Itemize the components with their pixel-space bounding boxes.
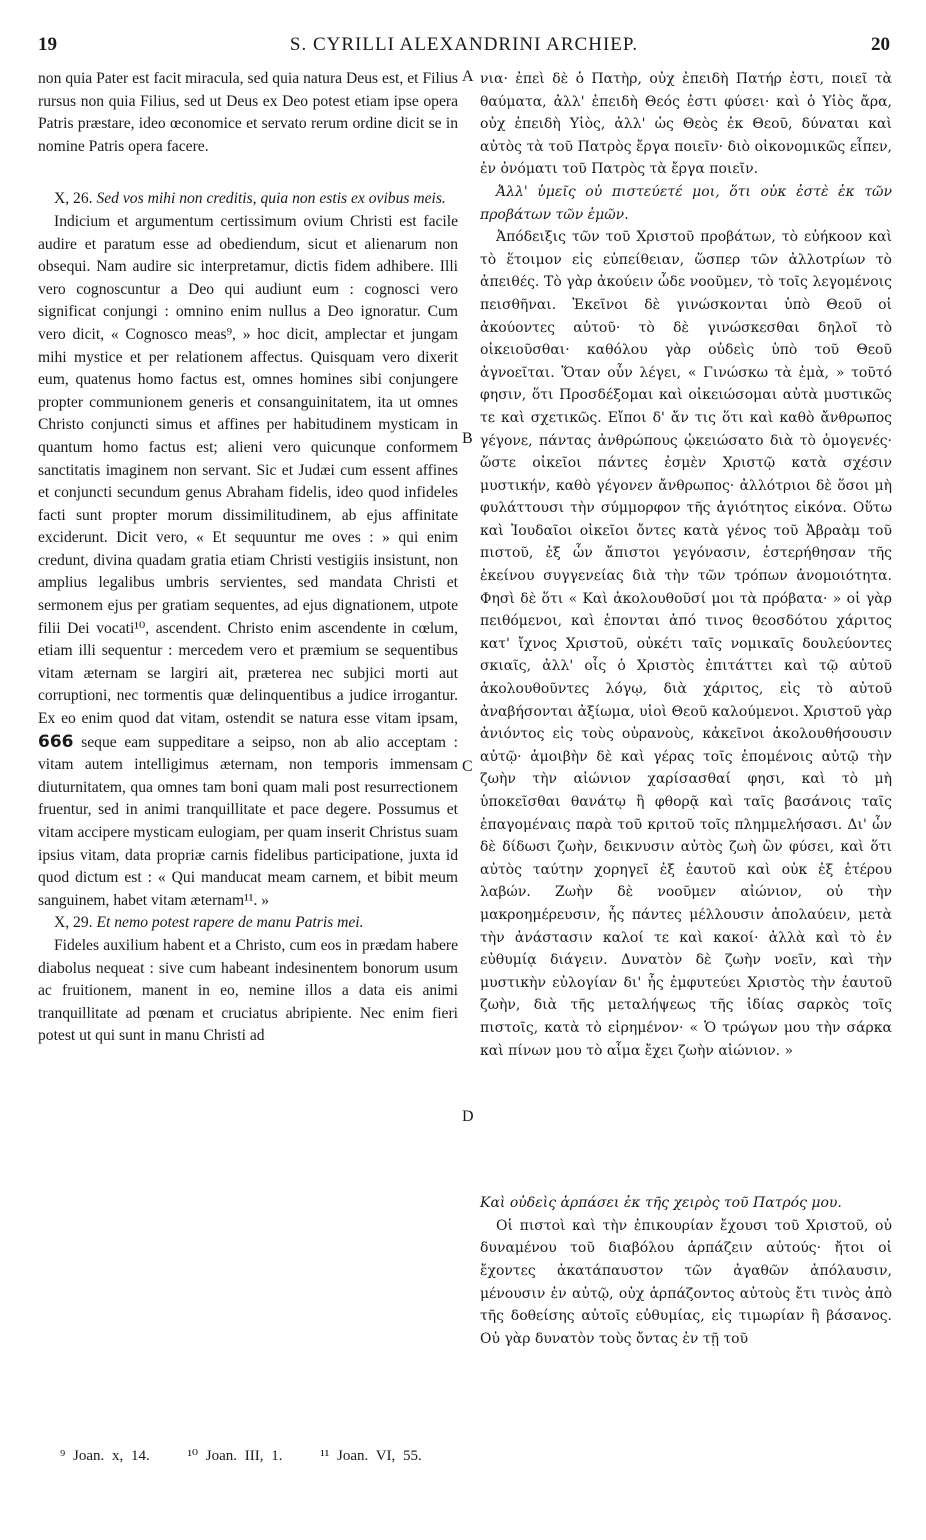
greek-paragraph: Ἀπόδειξις τῶν τοῦ Χριστοῦ προβάτων, τὸ εὐήκοον καὶ τὸ ἕτοιμον εἰς εὐπείθειαν, ὥσπερ τῶν ἀλλοτρίων τὸ ἀπειθές. Τὸ γὰρ ἀκούειν ὧδε νοοῦμεν, τὸ τοῖς λεγομένοις πεισθῆναι. Ἐκεῖνοι δὲ γινώσκονται ὑπὸ Θεοῦ οἱ ἀκούοντες αὐτοῦ· τὸ δὲ γινώσκεσθαι δηλοῖ τὸ οἰκειοῦσθαι· καθόλου γὰρ οὐδεὶς ὑπὸ τοῦ Θεοῦ ἀγνοεῖται. Ὅταν οὖν λέγει, « Γινώσκω τὰ ἐμὰ, » τοῦτό φησιν, ὅτι Προσδέξομαι καὶ οἰκειώσομαι αὐτὰ μυστικῶς τε καὶ σχετικῶς. Εἴποι δ' ἄν τις ὅτι καὶ καθὸ ἄνθρωπος γέγονε, πάντας ἀνθρώπους ᾠκειώσατο διὰ τὸ ὁμογενές· ὥστε οἰκεῖοι πάντες ἐσμὲν Χριστῷ κατὰ σχέσιν μυστικήν, καθὸ γέγονεν ἄνθρωπος· ἀλλότριοι δὲ ὅσοι μὴ φυλάττουσι τὴν σύμμορφον τῆς ἁγιότητος εἰκόνα. Οὕτω καὶ Ἰουδαῖοι οἰκεῖοι ὄντες κατὰ γένος τοῦ Ἀβραὰμ τοῦ πιστοῦ, ἐξ ὧν ἄπιστοι γεγόνασιν, ἐστερήθησαν τῆς ἐκείνου συγγενείας διὰ τὴν τῶν τρόπων ἀνομοιότητα. Φησὶ δὲ ὅτι « Καὶ ἀκολουθοῦσί μοι τὰ πρόβατα· » οἱ γὰρ πειθόμενοι, καὶ ἑπονται ἀπό τινος θεοσδότου χάριτος κατ' ἴχνος Χριστοῦ, οὐκέτι ταῖς νομικαῖς δουλεύοντες σκιαῖς, ἀλλ' οἷς ὁ Χριστὸς ἐπιτάττει καὶ τῷ αὐτοῦ ἀκολουθοῦντες λόγῳ, διὰ χάριτος, εἰς τὸ αὐτοῦ ἀναβήσονται ἀξίωμα, υἱοὶ Θεοῦ καλούμενοι. Χριστοῦ γὰρ ἀνιόντος εἰς τοὺς οὐρανοὺς, κἀκεῖνοι ἀκολουθήσουσιν αὐτῷ· ἀμοιβὴν δὲ καὶ γέρας τοῖς ἑπομένοις αὐτῷ τὴν ζωὴν τὴν αἰώνιον χαρίσασθαί φησι, καὶ τὸ μὴ ὑποκεῖσθαι θανάτῳ ἢ φθορᾷ καὶ ταῖς βασάνοις ταῖς ἐπαγομέναις παρὰ τοῦ κριτοῦ τοῖς πλημμελήσασι. Δι' ὧν δὲ δίδωσι ζωὴν, δεικνυσιν αὐτὸς ζωὴ ὢν φύσει, καὶ ὅτι αὐτὸς ταύτην χορηγεῖ ἐξ ἑαυτοῦ καὶ οὐκ ἐξ ἑτέρου λαβών. Ζωὴν δὲ νοοῦμεν αἰώνιον, οὐ τὴν μακροημέρευσιν, ἧς πάντες μέλλουσιν ἀπολαύειν, μετὰ τὴν ἀνάστασιν καλοί τε καὶ κακοί· ἀλλὰ καὶ τὸ ἐν εὐθυμίᾳ διάγειν. Δυνατὸν δὲ ζωὴν νοεῖν, καὶ τὴν μυστικὴν εὐλογίαν δι' ἧς ἐμφυτεύει Χριστὸς τὴν ἑαυτοῦ ζωὴν, διὰ τῆς μεταλήψεως τῆς ἰδίας σαρκὸς τοῖς πιστοῖς, κατὰ τὸ εἰρημένον· « Ὁ τρώγων μου τὴν σάρκα καὶ πίνων μου τὸ αἷμα ἔχει ζωὴν αἰώνιον. » — [480, 229, 892, 1059]
latin-text: Indicium et argumentum certissimum ovium Christi est facile audire et paratum esse ad obediendum, sicut et alienarum non obsequi. Nam audire sic interpretamur, dictis fidem adhibere. Illi vero cognoscuntur a Deo qui audiunt eum : cognosci vero significat conjungi : omnino enim nullus a Deo ignoratur. Cum vero dicit, « Cognosco meas⁹, » hoc dicit, amplectar et jungam mihi mystice et per relationem affectus. Quisquam vero dixerit eum, quatenus homo factus est, omnes homines sibi conjungere propter communionem generis et consanguinitatem, ita ut omnes Christo conjuncti simus et affines per habitudinem mysticam in quantum homo factus est; alieni vero quicunque conformem sanctitatis imaginem non servant. Sic et Judæi cum essent affines et conjuncti secundum genus Abraham fidelis, ideo quod infideles facti sunt propter morum dissimilitudinem, ab ejus affinitate exciderunt. Dicit vero, « Et sequuntur me oves : » qui enim credunt, divina quadam gratia etiam Christi vestigiis insistunt, non amplius legalibus umbris servientes, sed mandata Christi et sermonem ejus per gratiam sequentes, ad ejus dignationem, utpote filii Dei vocati¹⁰, ascendent. Christo enim ascendente in cœlum, etiam illi sequentur : mercedem vero et præmium se sequentibus vitam æternam se largiri ait, præterea nec subjici morti aut corruptioni, nec tormentis quæ delinquentibus a judice irrogantur. Ex eo enim quod dat vitam, ostendit se natura esse vitam ipsam, — [38, 212, 458, 728]
greek-lemma: Καὶ οὐδεὶς ἁρπάσει ἐκ τῆς χειρὸς τοῦ Πατρός μου. — [480, 1195, 842, 1212]
section-number: X, 29. — [54, 914, 93, 932]
latin-paragraph — [38, 211, 458, 912]
latin-paragraph: non quia Pater est facit miracula, sed quia natura Deus est, et Filius rursus non quia Filius, sed ut Deus ex Deo potest etiam ipse opera Patris præstare, ideo œconomice et servato rerum ordine dicit se in nomine Patris opera facere. — [38, 70, 458, 155]
greek-column — [480, 68, 892, 1350]
marker-b: B — [462, 430, 473, 447]
running-title: S. CYRILLI ALEXANDRINI ARCHIEP. — [289, 34, 639, 55]
lemma-text: Et nemo potest rapere de manu Patris mei. — [96, 914, 364, 932]
latin-lemma — [38, 912, 458, 935]
lemma-text: Sed vos mihi non creditis, quia non estis ex ovibus meis. — [96, 190, 446, 208]
footnote: ⁹ Joan. x, 14. — [60, 1448, 150, 1464]
page-number-left: 19 — [38, 34, 57, 55]
footnote: ¹¹ Joan. VI, 55. — [320, 1448, 422, 1464]
marker-d: D — [462, 1108, 474, 1125]
latin-column — [38, 68, 458, 1048]
latin-lemma — [38, 188, 458, 211]
column-number: 666 — [38, 731, 74, 752]
page-header — [38, 34, 890, 62]
greek-lemma: Ἀλλ' ὑμεῖς οὐ πιστεύετέ μοι, ὅτι οὐκ ἐστὲ ἐκ τῶν προβάτων τῶν ἐμῶν. — [480, 183, 892, 223]
section-markers — [460, 68, 478, 1168]
greek-paragraph: Οἱ πιστοὶ καὶ τὴν ἐπικουρίαν ἔχουσι τοῦ Χριστοῦ, οὐ δυναμένου τοῦ διαβόλου ἁρπάζειν αὐτούς· ἤτοι οἱ ἔχοντες ἀκατάπαυστον τῶν ἀγαθῶν ἀπόλαυσιν, μένουσιν ἐν αὐτῷ, οὐχ ἁρπάζοντος αὐτοὺς ἔτι τινὸς ἀπὸ τῆς δοθείσης αὐτοῖς εὐθυμίας, εἰς τιμωρίαν ἢ βάσανος. Οὐ γὰρ δυνατὸν τοὺς ὄντας ἐν τῇ τοῦ — [480, 1217, 892, 1347]
marker-a: A — [462, 68, 474, 85]
marker-c: C — [462, 758, 473, 775]
greek-paragraph: νια· ἐπεὶ δὲ ὁ Πατὴρ, οὐχ ἐπειδὴ Πατήρ ἐστι, ποιεῖ τὰ θαύματα, ἀλλ' ἐπειδὴ Θεός ἐστι φύσει· καὶ ὁ Υἱὸς ἄρα, οὐχ ἐπειδὴ Υἱὸς, ἀλλ' ὡς Θεὸς ἐκ Θεοῦ, δύναται καὶ αὐτὸς τὰ τοῦ Πατρὸς ἔργα ποιεῖν· διὸ οἰκονομικῶς εἶπεν, ἐν ὀνόματι τοῦ Πατρὸς τὰ ἔργα ποιεῖν. — [480, 71, 892, 178]
footnote: ¹⁰ Joan. III, 1. — [187, 1448, 283, 1464]
footnotes — [60, 1446, 452, 1465]
latin-paragraph: Fideles auxilium habent et a Christo, cum eos in prædam habere diabolus nequeat : sive cum habeant indesinentem bonorum usum ac fruitionem, manent in eo, nemine illos a data eis animi tranquillitate ad pœnam et cruciatus abripiente. Nec enim fieri potest ut qui sunt in manu Christi ad — [38, 936, 458, 1045]
page-number-right: 20 — [871, 34, 890, 55]
latin-text: seque eam suppeditare a seipso, non ab alio acceptam : vitam autem intelligimus æternam, non temporis immensam diuturnitatem, qua omnes tam boni quam mali post resurrectionem fruentur, sed in animi tranquillitate et pace degere. Possumus et vitam accipere mysticam eulogiam, per quam inserit Christus suam ipsius vitam, data propriæ carnis fidelibus participatione, juxta id quod dictum est : « Qui manducat meam carnem, et bibit meum sanguinem, habet vitam æternam¹¹. » — [38, 733, 458, 909]
section-number: X, 26. — [54, 190, 93, 208]
